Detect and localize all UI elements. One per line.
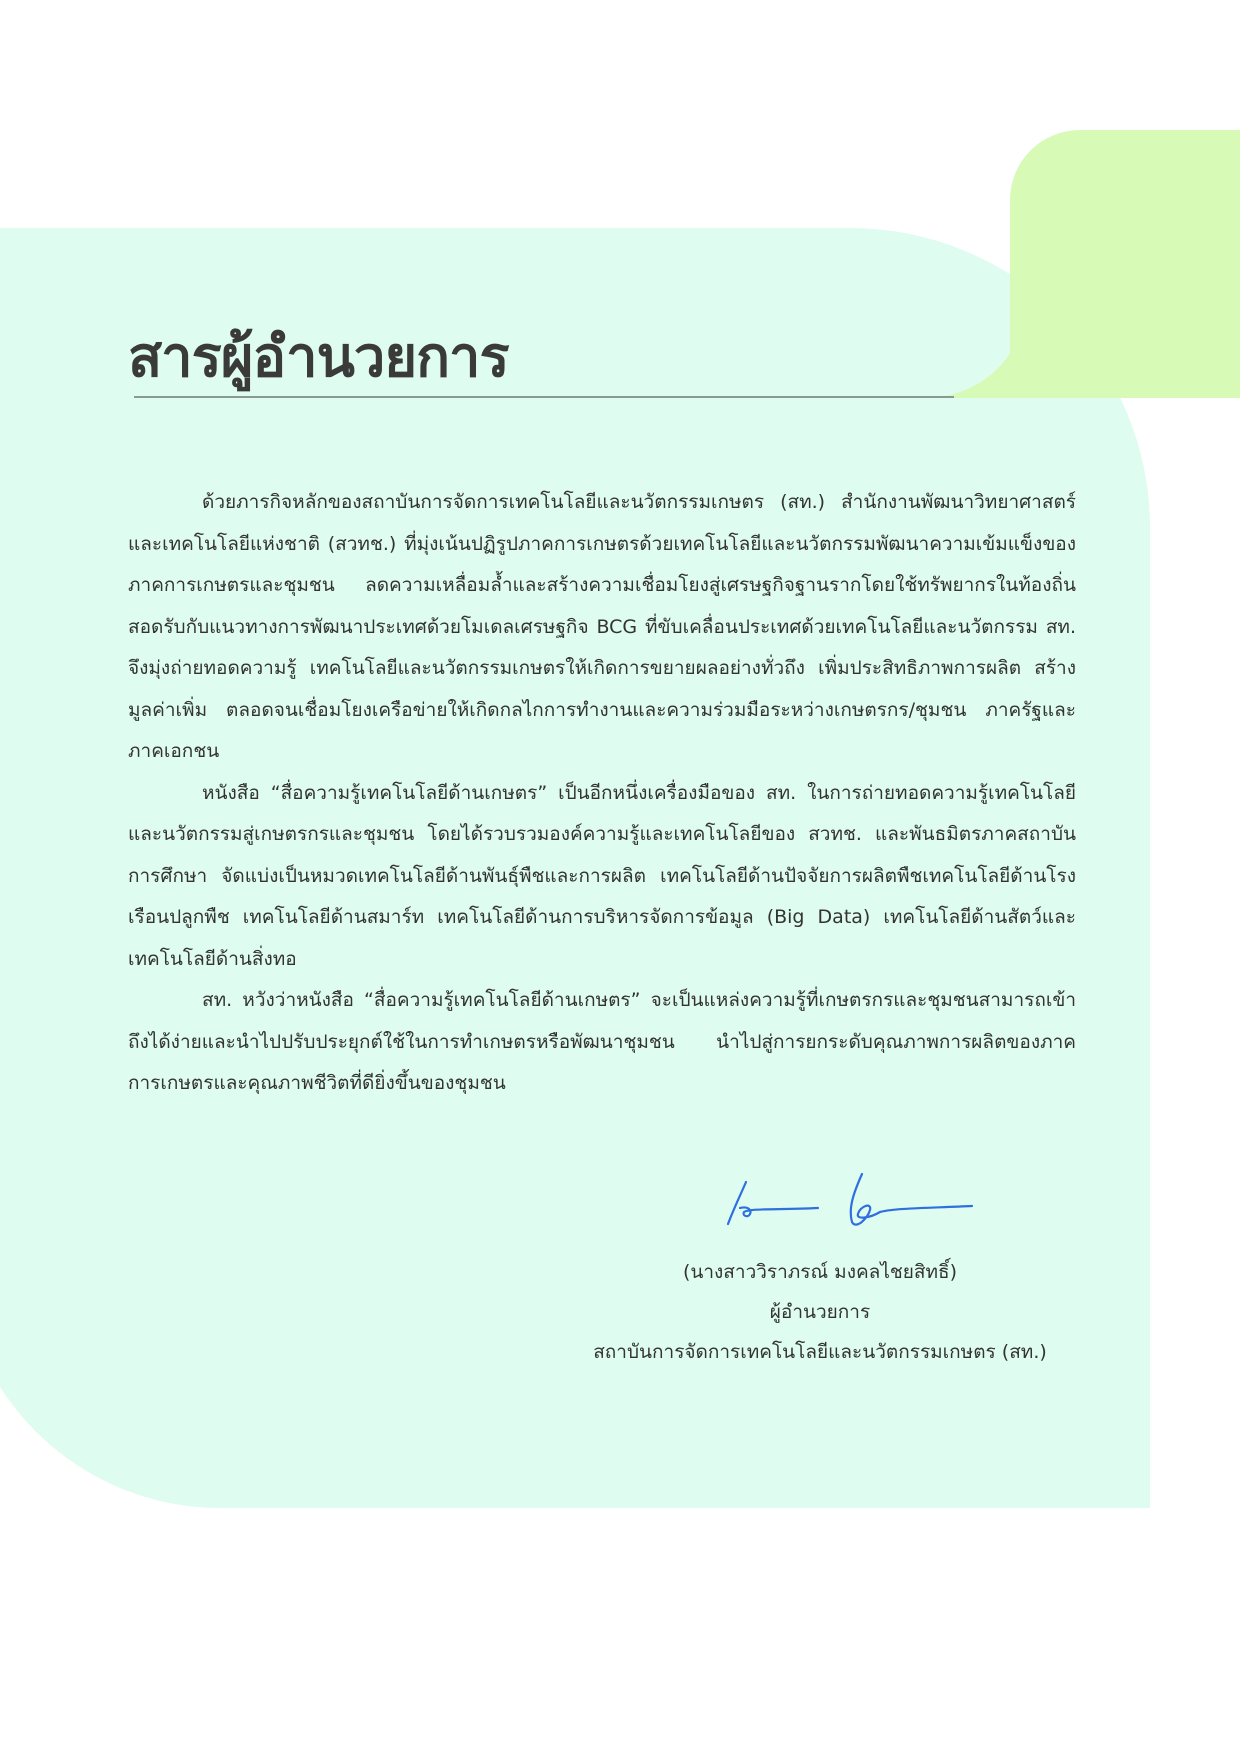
signatory-name: (นางสาววิราภรณ์ มงคลไชยสิทธิ์) — [682, 1261, 958, 1283]
signature-block — [560, 1252, 1080, 1372]
title-divider — [134, 396, 954, 398]
page-title: สารผู้อำนวยการ — [128, 325, 509, 390]
signatory-position: ผู้อำนวยการ — [769, 1301, 871, 1323]
signatory-organization: สถาบันการจัดการเทคโนโลยีและนวัตกรรมเกษตร (สท.) — [593, 1341, 1047, 1363]
paragraph-3: สท. หวังว่าหนังสือ “สื่อความรู้เทคโนโลยีด้านเกษตร” จะเป็นแหล่งความรู้ที่เกษตรกรและชุมชนสามารถเข้าถึงได้ง่ายและนำไปปรับประยุกต์ใช้ในการทำเกษตรหรือพัฒนาชุมชน นำไปสู่การยกระดับคุณภาพการผลิตของภาคการเกษตรและคุณภาพชีวิตที่ดียิ่งขึ้นของชุมชน — [128, 989, 1076, 1094]
message-body — [128, 482, 1076, 1105]
handwritten-signature — [720, 1168, 980, 1238]
paragraph-1: ด้วยภารกิจหลักของสถาบันการจัดการเทคโนโลยีและนวัตกรรมเกษตร (สท.) สำนักงานพัฒนาวิทยาศาสตร์และเทคโนโลยีแห่งชาติ (สวทช.) ที่มุ่งเน้นปฏิรูปภาคการเกษตรด้วยเทคโนโลยีและนวัตกรรมพัฒนาความเข้มแข็งของภาคการเกษตรและชุมชน ลดความเหลื่อมล้ำและสร้างความเชื่อมโยงสู่เศรษฐกิจฐานรากโดยใช้ทรัพยากรในท้องถิ่น สอดรับกับแนวทางการพัฒนาประเทศด้วยโมเดลเศรษฐกิจ BCG ที่ขับเคลื่อนประเทศด้วยเทคโนโลยีและนวัตกรรม สท. จึงมุ่งถ่ายทอดความรู้ เทคโนโลยีและนวัตกรรมเกษตรให้เกิดการขยายผลอย่างทั่วถึง เพิ่มประสิทธิภาพการผลิต สร้างมูลค่าเพิ่ม ตลอดจนเชื่อมโยงเครือข่ายให้เกิดกลไกการทำงานและความร่วมมือระหว่างเกษตรกร/ชุมชน ภาครัฐและภาคเอกชน — [128, 491, 1076, 762]
accent-tab — [1010, 130, 1240, 398]
paragraph-2: หนังสือ “สื่อความรู้เทคโนโลยีด้านเกษตร” เป็นอีกหนึ่งเครื่องมือของ สท. ในการถ่ายทอดความรู้เทคโนโลยีและนวัตกรรมสู่เกษตรกรและชุมชน โดยได้รวบรวมองค์ความรู้และเทคโนโลยีของ สวทช. และพันธมิตรภาคสถาบันการศึกษา จัดแบ่งเป็นหมวดเทคโนโลยีด้านพันธุ์พืชและการผลิต เทคโนโลยีด้านปัจจัยการผลิตพืชเทคโนโลยีด้านโรงเรือนปลูกพืช เทคโนโลยีด้านสมาร์ท เทคโนโลยีด้านการบริหารจัดการข้อมูล (Big Data) เทคโนโลยีด้านสัตว์และเทคโนโลยีด้านสิ่งทอ — [128, 781, 1076, 970]
